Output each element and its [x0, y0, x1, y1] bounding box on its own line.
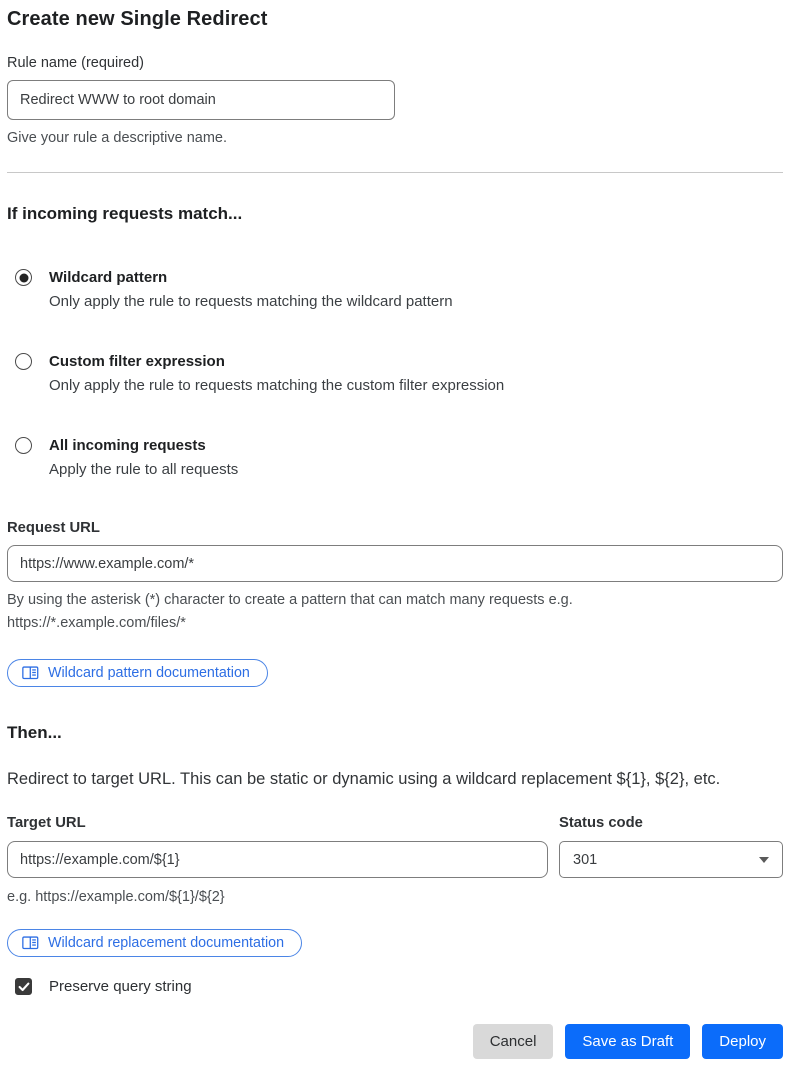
create-redirect-form — [7, 8, 783, 1059]
request-url-label: Request URL — [7, 520, 100, 536]
radio-option-description: Apply the rule to all requests — [49, 461, 239, 478]
then-section-heading: Then... — [7, 723, 62, 742]
page-title: Create new Single Redirect — [7, 8, 268, 30]
preserve-query-label: Preserve query string — [49, 978, 192, 995]
section-divider — [7, 172, 783, 173]
wildcard-pattern-doc-button[interactable] — [7, 659, 268, 687]
target-url-input[interactable] — [7, 841, 548, 878]
radio-button-icon[interactable] — [15, 437, 32, 454]
status-code-select[interactable] — [559, 841, 783, 878]
target-url-help: e.g. https://example.com/${1}/${2} — [7, 889, 225, 905]
radio-button-icon[interactable] — [15, 353, 32, 370]
status-code-value: 301 — [573, 851, 598, 868]
then-section-description: Redirect to target URL. This can be static or dynamic using a wildcard replacement ${1}, ${2}, etc. — [7, 770, 721, 788]
request-url-input[interactable] — [7, 545, 783, 582]
radio-option-all-requests[interactable] — [7, 436, 783, 481]
match-type-radio-group — [7, 268, 783, 481]
radio-option-description: Only apply the rule to requests matching the wildcard pattern — [49, 293, 453, 310]
rule-name-label: Rule name (required) — [7, 55, 145, 71]
request-url-help: By using the asterisk (*) character to create a pattern that can match many requests e.g. https://*.example.com/files/* — [7, 592, 573, 631]
radio-option-label: Wildcard pattern — [49, 269, 168, 286]
open-book-icon — [22, 666, 39, 680]
chevron-down-icon — [759, 857, 769, 863]
preserve-query-checkbox-row[interactable] — [7, 978, 783, 995]
rule-name-help: Give your rule a descriptive name. — [7, 130, 228, 146]
radio-button-icon[interactable] — [15, 269, 32, 286]
radio-option-custom-filter[interactable] — [7, 352, 783, 397]
save-as-draft-button[interactable]: Save as Draft — [565, 1024, 690, 1059]
radio-option-description: Only apply the rule to requests matching the custom filter expression — [49, 377, 505, 394]
footer-actions — [7, 1024, 783, 1059]
open-book-icon — [22, 936, 39, 950]
radio-option-label: All incoming requests — [49, 437, 206, 454]
rule-name-input[interactable] — [7, 80, 395, 120]
doc-button-label: Wildcard pattern documentation — [48, 665, 250, 681]
doc-button-label: Wildcard replacement documentation — [48, 935, 285, 951]
target-row — [7, 815, 783, 909]
status-code-label: Status code — [559, 815, 643, 831]
match-section-heading: If incoming requests match... — [7, 204, 243, 223]
target-url-label: Target URL — [7, 815, 86, 831]
deploy-button[interactable]: Deploy — [702, 1024, 783, 1059]
radio-option-label: Custom filter expression — [49, 353, 225, 370]
radio-option-wildcard-pattern[interactable] — [7, 268, 783, 313]
cancel-button[interactable]: Cancel — [473, 1024, 554, 1059]
checkbox-icon[interactable] — [15, 978, 32, 995]
wildcard-replacement-doc-button[interactable] — [7, 929, 302, 957]
